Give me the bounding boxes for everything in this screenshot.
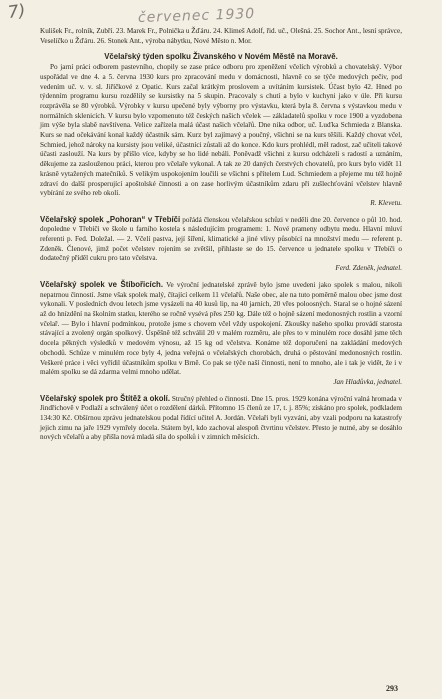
section-heading: Včelařský spolek ve Štíbořicích. bbox=[40, 279, 163, 289]
section-body: Ve výroční jednatelské zprávě bylo jsme uvedeni jako spolek s malou, nikoli nepatrnou činností. Jsme však spolek malý, čítající celkem 11 včelařů. Naše obec, ale na tuto poměrně malou obec jsme dost vykonali. V posledních dvou letech jsme vysázeli na 40 kusů lip, na 40 jarních, 20 vřes poloosných. Staral se o hojné sázení až do hnízdění na školním statku, kterého se ročně vysévá přes 250 kg. Dále též o hojně sázení medonosných rostlin a vzorní včelař. — Bylo i hlavní podmínkou, protože jsme s chovem včel vždy uspokojení. Zkoušky našeho spolku provádí starosta stávající a zvolený orgán spolkový. Úspěšně též schválil 20 v malém rozměru, ale přes to v minulém roce dosáhl jsme těch docela pěkných výsledků v medovém výnosu, až 15 kg od včelstva. Konáme též doporučení na zakládání medových obchodů. Schůze v minulém roce byly 4, jedna veřejná o včelařských chorobách, druhá o pěstování medonosných rostlin. Veškeré práce i věci vyřídil účastníkům spolku v Brně. Co pak se týče naší činnosti, není to mnoho, ale i tak je vidět, že i v malém spolku se dá zdarma velmi mnoho udělat. bbox=[40, 280, 403, 377]
intro-paragraph: Kulišek Fr., rolník, Zubří. 23. Marek Fr., Polnička u Žďáru. 24. Klimeš Adolf, řid. uč., Olešná. 25. Sochor Ant., lesní správce, Veselíčko u Žďáru. 26. Stonek Ant., výroba nábytku, Nové Město n. Mor. bbox=[40, 27, 402, 45]
section-heading: Včelařský spolek „Pohoran“ v Třebíči bbox=[40, 214, 181, 224]
signature: Ferd. Zdeněk, jednatel. bbox=[335, 264, 402, 273]
section-body: Stručný přehled o činnosti. Dne 15. pros. 1929 konána výroční valná hromada v Jindřichově v Podlaží a schválený účet o rozdělení dárků. Přítomno 15 členů ze 17, t. j. 85%; získáno pro spolek, podkladem 134:30 Kč. Obšírnou zprávu jednatelskou podal řídící učitel A. Jordán. Včelaři byli vyzváni, aby vzali podporu na katastrofy jejich zimu na jaře 1929 vymřely docela. Státem byl, kdo zachoval alespoň čtvrtinu včelstev. Přesto je nutné, aby se dosáhlo nových včelařů a aby přišla nová mladá síla do spolků i v zimních měsících. bbox=[40, 394, 402, 442]
article-text bbox=[40, 27, 402, 443]
signature: R. Klevetu. bbox=[370, 198, 402, 207]
section-body: Po jarní práci odborem pastevního, chopily se zase práce odboru pro zpeněžení včelích výrobků a chovatelský. Výbor uspořádal ve dne 4. a 5. června 1930 kurs pro zpracování medu v domácnosti, hlavně co se týče medových pečiv, pod vedením uč. v. v. sl. Jiříčkové z Opatic. Kurs začal krátkým proslovem a uvítáním kursistek. Účast bylo 42. Hned po týdenním programu kursu rozdělily se kursistky na 5 skupin. Pracovaly s chutí a bylo v kuchyni jako v úle. Při kursu rozprávěla se 80 výrobků. Výrobky v kursu upečené byly výborny pro výstavku, která byla 8. června s výstavkou medu v normálních sklenicích. V kursu bylo vzpomenuto též českých našich včelek — základatelů spolku v roce 1900 a vyzdobena jim výše byla slabě navštívena. Velice zařízela malá účast našich včelařů. Dne nika odbor, uč. Luďka Schmieda z Blanska. Kurs se nad očekávání konal každý účastník sám. Kurz byl zajímavý a poučný, všichni se na kurs těšili. Každý chovat včel, Schmied, jehož nároky na kursisty jsou veliké, účastníci zůstali až do konce. Kdo kurs prohlédl, měl radost, zač učiteli takové účasti zaslouží. Na kurs by přišlo více, kdyby se ho lidé nebáli. Poněvadž všichni z kursu odcházeli s radostí a uznáním, děkujeme za zaslouženou práci, kterou pro včelaře vykonal. A tak ze 20 daných čerstvých chovatelů, pro kurs bylo vidět 11 krásně vytažených matečníků. S velikým uspokojením loučili se všichni s přítelem Lud. Schmiedem a přejeme mu též hojně zdraví do další prosperující apoštolské činnosti a on zase horlivým účastníkům zdaru při zušlechťování včelstev hlavně vybírání ze svého reb okolí. bbox=[40, 63, 402, 198]
section-stiborice bbox=[40, 280, 402, 388]
section-ziv-week bbox=[40, 52, 402, 208]
section-body: pořádá členskou včelařskou schůzi v neděli dne 20. července o půl 10. hod. dopoledne v Třebíči ve škole u farního kostela s následujícím programem: 1. Nové prameny odbytu medu. Hlavní mluví referenti p. Fed. Doležal. — 2. Včelí pastva, její šíření, klimatické a jiné vlivy působící na množství medu — referent p. Zdeněk. Členové, jimž počet včelstev rojením se zvětšil, přihlaste se do 15. července u jednatele spolku v Třebíči o dodatečný příděl cukru pro tato včelstva. bbox=[40, 215, 403, 263]
handwritten-date: červenec 1930 bbox=[137, 5, 256, 27]
page-number: 293 bbox=[386, 684, 398, 693]
signature: Jan Hladůvka, jednatel. bbox=[333, 377, 402, 386]
handwritten-annotation: 7) bbox=[6, 0, 27, 24]
section-stitez bbox=[40, 394, 402, 444]
section-heading: Včelařský týden spolku Živanského v Novém Městě na Moravě. bbox=[104, 52, 338, 62]
section-heading: Včelařský spolek pro Štítěž a okolí. bbox=[40, 393, 171, 403]
section-pohoran bbox=[40, 215, 402, 274]
